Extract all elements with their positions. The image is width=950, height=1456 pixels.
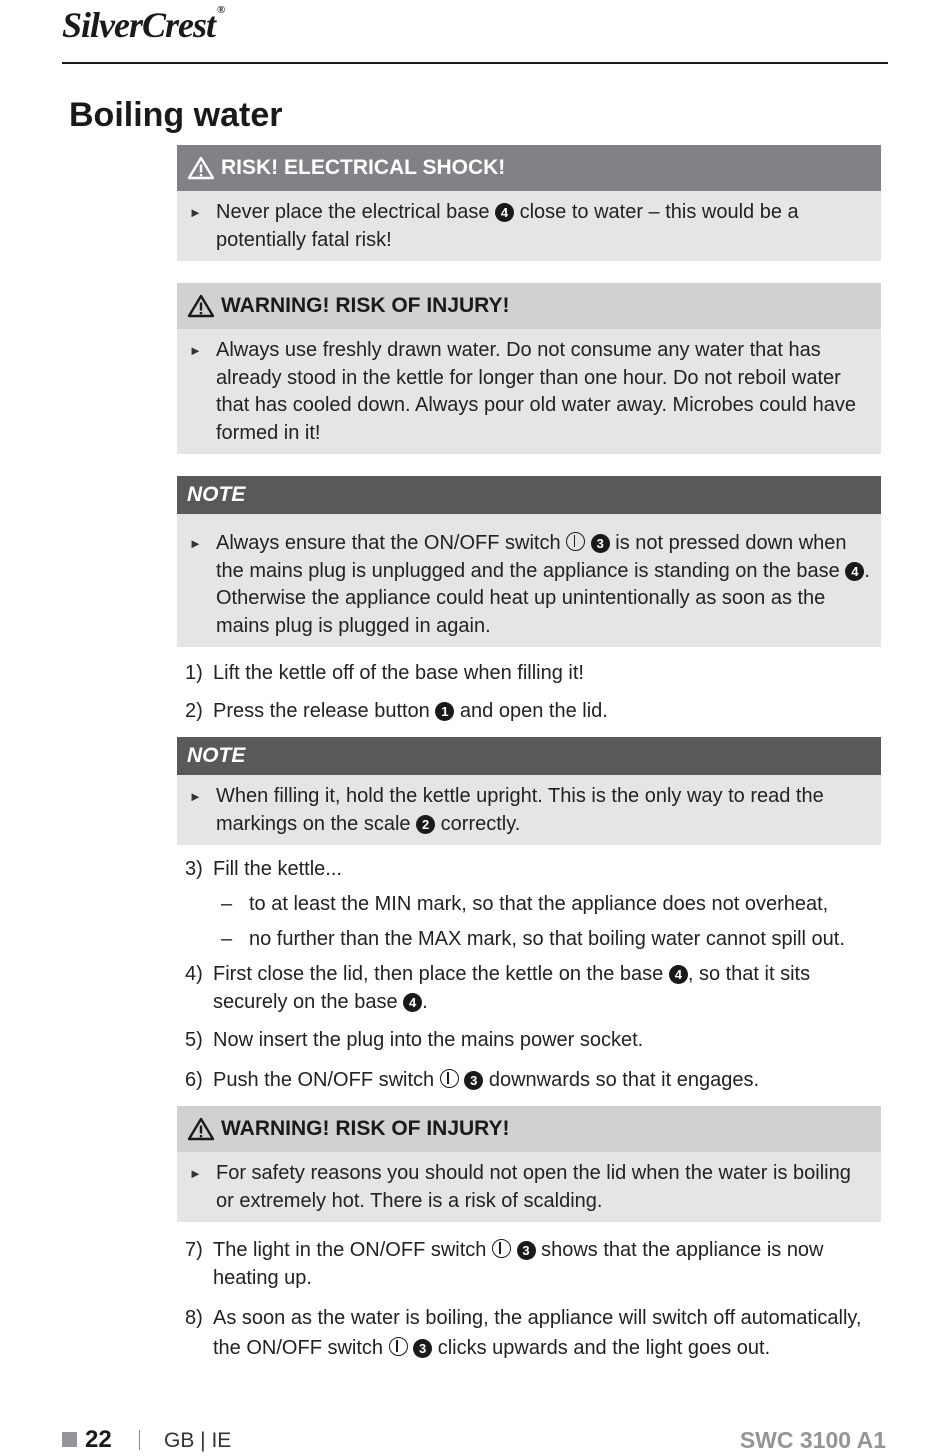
header-rule: [62, 62, 888, 64]
power-switch-icon: [492, 1239, 511, 1258]
bullet-arrow-icon: ►: [189, 343, 202, 358]
step-3-sub-1: – to at least the MIN mark, so that the appliance does not overheat,: [221, 893, 829, 915]
part-ref-1: 1: [435, 702, 454, 721]
warning-triangle-icon: [187, 1117, 215, 1141]
bullet-arrow-icon: ►: [189, 1166, 202, 1181]
part-ref-3: 3: [591, 534, 610, 553]
note-heading-2: NOTE: [177, 737, 881, 775]
power-switch-icon: [566, 532, 585, 551]
bullet-arrow-icon: ►: [189, 536, 202, 551]
step-7: 7) The light in the ON/OFF switch 3 shows that the appliance is now heating up.: [185, 1239, 824, 1289]
part-ref-4: 4: [403, 993, 422, 1012]
brand-logo: SilverCrest ®: [62, 4, 225, 45]
note-box-1: [177, 476, 881, 647]
part-ref-3: 3: [517, 1241, 536, 1260]
warning-heading-1: WARNING! RISK OF INJURY!: [177, 283, 881, 329]
risk-heading: RISK! ELECTRICAL SHOCK!: [177, 145, 881, 191]
step-3: 3) Fill the kettle...: [185, 858, 342, 880]
part-ref-4: 4: [669, 965, 688, 984]
power-switch-icon: [440, 1069, 459, 1088]
warning-heading-2: WARNING! RISK OF INJURY!: [177, 1106, 881, 1152]
page-title: Boiling water: [69, 96, 283, 134]
part-ref-4: 4: [495, 203, 514, 222]
risk-text: ► Never place the electrical base 4 close to water – this would be a potentially fatal risk!: [189, 201, 799, 251]
part-ref-3: 3: [464, 1071, 483, 1090]
part-ref-2: 2: [416, 815, 435, 834]
footer-separator: [139, 1430, 140, 1450]
bullet-arrow-icon: ►: [189, 205, 202, 220]
page-number: 22: [85, 1426, 112, 1453]
footer-language: GB | IE: [164, 1429, 232, 1452]
part-ref-3: 3: [413, 1339, 432, 1358]
footer-square-marker: [62, 1432, 77, 1447]
step-4: 4) First close the lid, then place the kettle on the base 4 , so that it sits securely on the base 4 .: [185, 963, 811, 1013]
warning-text-2: ► For safety reasons you should not open the lid when the water is boiling or extremely hot. There is a risk of scalding.: [189, 1162, 851, 1212]
step-2: 2) Press the release button 1 and open the lid.: [185, 700, 608, 722]
main-content: [177, 145, 881, 1363]
footer-model-number: SWC 3100 A1: [739, 1427, 886, 1453]
note-text-2: ► When filling it, hold the kettle upright. This is the only way to read the markings on the scale 2 correctly.: [189, 785, 824, 835]
warning-text-1: ► Always use freshly drawn water. Do not consume any water that has already stood in the kettle for longer than one hour. Do not reboil water that has cooled down. Always pour old water away. Microbes could have formed in it!: [189, 339, 856, 444]
warning-injury-box-2: [177, 1106, 881, 1222]
risk-electrical-shock-box: [177, 145, 881, 261]
part-ref-4: 4: [845, 562, 864, 581]
note-text-1: ► Always ensure that the ON/OFF switch 3 is not pressed down when the mains plug is unplugged and the appliance is standing on the base 4 . Otherwise the appliance could heat up unintentionally as soon as the mains plug is plugged in again.: [189, 532, 870, 637]
note-heading-1: NOTE: [177, 476, 881, 514]
step-3-sub-2: – no further than the MAX mark, so that boiling water cannot spill out.: [221, 928, 845, 950]
step-5: 5) Now insert the plug into the mains power socket.: [185, 1029, 644, 1051]
note-box-2: [177, 737, 881, 845]
warning-triangle-icon: [187, 156, 215, 180]
power-switch-icon: [389, 1337, 408, 1356]
bullet-arrow-icon: ►: [189, 789, 202, 804]
step-8: 8) As soon as the water is boiling, the appliance will switch off automatically, the ON/OFF switch 3 clicks upwards and the light goes out.: [185, 1307, 862, 1359]
warning-triangle-icon: [187, 294, 215, 318]
step-6: 6) Push the ON/OFF switch 3 downwards so that it engages.: [185, 1069, 760, 1091]
warning-injury-box-1: [177, 283, 881, 454]
step-1: 1) Lift the kettle off of the base when filling it!: [185, 662, 584, 684]
